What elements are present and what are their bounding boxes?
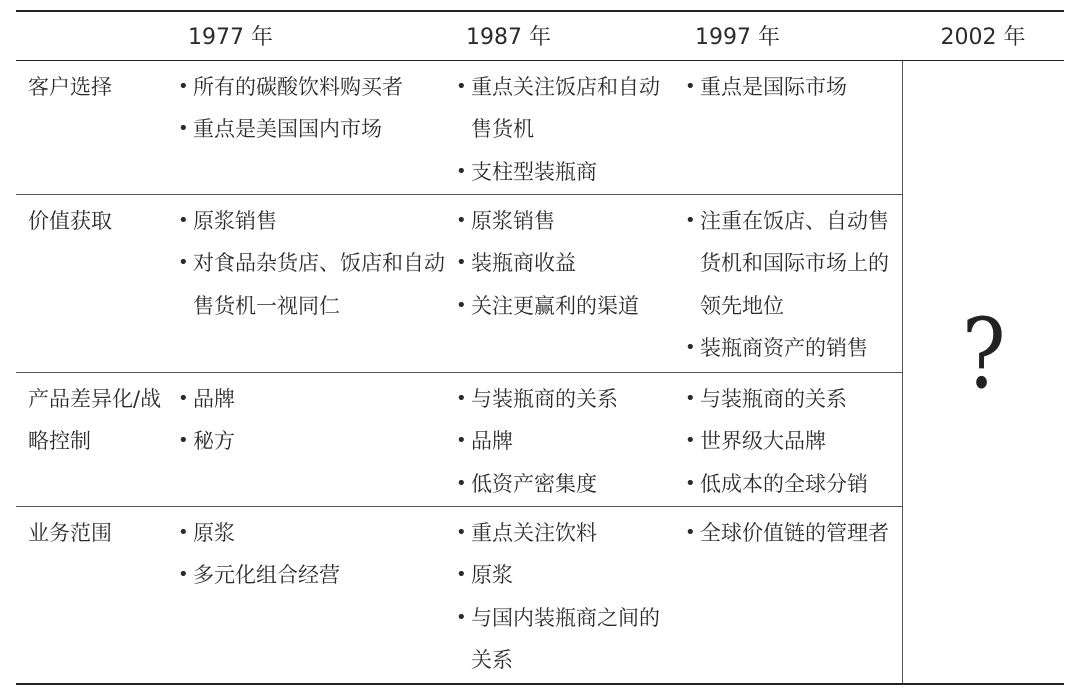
cell-1987 [452, 60, 681, 194]
list-item: • 重点是美国国内市场 [176, 108, 446, 151]
list-item: • 重点关注饮料 [454, 512, 675, 555]
list-item: • 与国内装瓶商之间的关系 [454, 597, 675, 682]
list-item: • 原浆 [176, 512, 446, 555]
bullet-list [176, 378, 452, 463]
cell-1987 [452, 194, 681, 372]
table-row-customer-choice [16, 60, 1064, 194]
cell-1997 [681, 60, 902, 194]
row-label: 产品差异化/战略控制 [16, 372, 174, 506]
list-item: • 与装瓶商的关系 [683, 378, 896, 421]
list-item: • 世界级大品牌 [683, 420, 896, 463]
list-item: • 装瓶商收益 [454, 242, 675, 285]
list-item: • 原浆销售 [176, 200, 446, 243]
header-1977: 1977 年 [174, 11, 452, 60]
cell-1997 [681, 372, 902, 506]
bullet-list [454, 200, 681, 328]
bullet-list [454, 66, 681, 194]
question-mark: ? [961, 297, 1006, 410]
bullet-list [176, 200, 452, 328]
bullet-list [454, 512, 681, 682]
list-item: • 注重在饭店、自动售货机和国际市场上的领先地位 [683, 200, 896, 328]
cell-1997 [681, 506, 902, 684]
cell-1977 [174, 506, 452, 684]
bullet-list [176, 66, 452, 151]
bullet-list [683, 378, 902, 506]
list-item: • 多元化组合经营 [176, 554, 446, 597]
row-label: 价值获取 [16, 194, 174, 372]
bullet-list [176, 512, 452, 597]
list-item: • 装瓶商资产的销售 [683, 327, 896, 370]
list-item: • 全球价值链的管理者 [683, 512, 896, 555]
list-item: • 品牌 [176, 378, 446, 421]
list-item: • 关注更赢利的渠道 [454, 285, 675, 328]
list-item: • 原浆销售 [454, 200, 675, 243]
cell-1977 [174, 60, 452, 194]
list-item: • 低资产密集度 [454, 463, 675, 506]
list-item: • 品牌 [454, 420, 675, 463]
bullet-list [683, 66, 902, 109]
header-1997: 1997 年 [681, 11, 902, 60]
bullet-list [683, 512, 902, 555]
list-item: • 低成本的全球分销 [683, 463, 896, 506]
header-1987: 1987 年 [452, 11, 681, 60]
list-item: • 所有的碳酸饮料购买者 [176, 66, 446, 109]
list-item: • 重点关注饭店和自动售货机 [454, 66, 675, 151]
list-item: • 原浆 [454, 554, 675, 597]
header-2002: 2002 年 [902, 11, 1064, 60]
cell-1977 [174, 194, 452, 372]
list-item: • 对食品杂货店、饭店和自动售货机一视同仁 [176, 242, 446, 327]
list-item: • 重点是国际市场 [683, 66, 896, 109]
cell-1977 [174, 372, 452, 506]
cell-1987 [452, 506, 681, 684]
bullet-list [454, 378, 681, 506]
list-item: • 与装瓶商的关系 [454, 378, 675, 421]
list-item: • 秘方 [176, 420, 446, 463]
row-label: 客户选择 [16, 60, 174, 194]
strategy-comparison-table [16, 10, 1064, 685]
list-item: • 支柱型装瓶商 [454, 151, 675, 194]
cell-2002 [902, 60, 1064, 684]
cell-1997 [681, 194, 902, 372]
row-label: 业务范围 [16, 506, 174, 684]
bullet-list [683, 200, 902, 370]
header-blank [16, 11, 174, 60]
header-row [16, 11, 1064, 60]
cell-1987 [452, 372, 681, 506]
